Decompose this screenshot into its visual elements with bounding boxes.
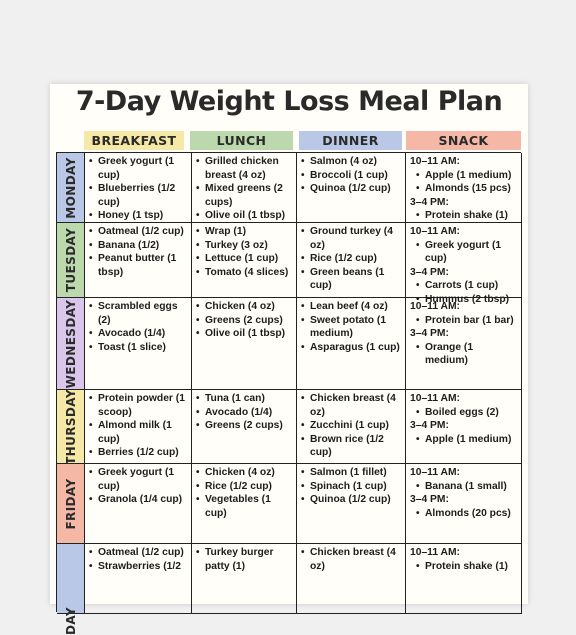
food-item: • Carrots (1 cup) xyxy=(416,279,518,293)
food-item: • Tuna (1 can) xyxy=(196,392,293,406)
breakfast-cell xyxy=(85,464,192,544)
food-item: • Brown rice (1/2 cup) xyxy=(301,433,402,460)
food-item: • Broccoli (1 cup) xyxy=(301,169,402,183)
breakfast-cell xyxy=(85,153,192,223)
snack-time-am: 10–11 AM: xyxy=(410,393,460,404)
dinner-cell xyxy=(297,390,406,464)
lunch-cell xyxy=(192,544,297,614)
snack-pm-list xyxy=(410,341,518,368)
lunch-cell xyxy=(192,390,297,464)
food-item: • Blueberries (1/2 cup) xyxy=(89,182,188,209)
header-snack: SNACK xyxy=(406,131,521,150)
food-item: • Peanut butter (1 tbsp) xyxy=(89,252,188,279)
food-item: • Protein shake (1) xyxy=(416,560,518,574)
snack-am-list xyxy=(410,169,518,196)
breakfast-cell xyxy=(85,298,192,390)
breakfast-list xyxy=(89,155,188,223)
snack-cell xyxy=(406,223,522,305)
snack-time-am: 10–11 AM: xyxy=(410,226,460,237)
food-item: • Almonds (15 pcs) xyxy=(416,182,518,196)
dinner-list xyxy=(301,225,402,293)
lunch-list xyxy=(196,300,293,341)
food-item: • Toast (1 slice) xyxy=(89,341,188,355)
header-lunch: LUNCH xyxy=(190,131,293,150)
food-item: • Rice (1/2 cup) xyxy=(301,252,402,266)
food-item: • Olive oil (1 tbsp) xyxy=(196,209,293,223)
snack-am-list xyxy=(410,406,518,420)
snack-time-pm: 3–4 PM: xyxy=(410,266,449,278)
food-item: • Banana (1 small) xyxy=(416,480,518,494)
day-label-cell xyxy=(57,298,85,390)
snack-cell xyxy=(406,464,522,544)
food-item: • Greens (2 cups) xyxy=(196,314,293,328)
snack-am-list xyxy=(410,314,518,328)
lunch-list xyxy=(196,225,293,279)
day-label-cell xyxy=(57,153,85,223)
food-item: • Greens (2 cups) xyxy=(196,419,293,433)
day-label: THURSDAY xyxy=(63,388,78,465)
food-item: • Salmon (1 fillet) xyxy=(301,466,402,480)
day-label-cell xyxy=(57,464,85,544)
day-label: WEDNESDAY xyxy=(63,299,78,388)
food-item: • Chicken (4 oz) xyxy=(196,466,293,480)
snack-time-am: 10–11 AM: xyxy=(410,547,460,558)
lunch-list xyxy=(196,546,293,573)
breakfast-list xyxy=(89,546,188,573)
dinner-cell xyxy=(297,153,406,223)
food-item: • Rice (1/2 cup) xyxy=(196,480,293,494)
day-label-cell xyxy=(57,544,85,635)
snack-time-pm: 3–4 PM: xyxy=(410,494,449,506)
dinner-cell xyxy=(297,464,406,544)
food-item: • Protein powder (1 scoop) xyxy=(89,392,188,419)
food-item: • Oatmeal (1/2 cup) xyxy=(89,546,188,560)
day-row xyxy=(57,298,521,390)
food-item: • Berries (1/2 cup) xyxy=(89,446,188,460)
food-item: • Strawberries (1/2 xyxy=(89,560,188,574)
breakfast-list xyxy=(89,225,188,279)
food-item: • Salmon (4 oz) xyxy=(301,155,402,169)
day-row xyxy=(57,390,521,464)
snack-pm-list xyxy=(410,507,518,521)
food-item: • Protein bar (1 bar) xyxy=(416,314,518,328)
food-item: • Grilled chicken breast (4 oz) xyxy=(196,155,293,182)
day-label-cell xyxy=(57,223,85,298)
food-item: • Asparagus (1 cup) xyxy=(301,341,402,355)
breakfast-cell xyxy=(85,544,192,614)
snack-am-list xyxy=(410,560,518,574)
breakfast-cell xyxy=(85,223,192,298)
day-row xyxy=(57,544,521,635)
lunch-list xyxy=(196,466,293,520)
snack-pm-list xyxy=(410,433,518,447)
food-item: • Honey (1 tsp) xyxy=(89,209,188,223)
snack-am-list xyxy=(410,480,518,494)
food-item: • Greek yogurt (1 cup) xyxy=(416,239,518,266)
food-item: • Mixed greens (2 cups) xyxy=(196,182,293,209)
food-item: • Greek yogurt (1 cup) xyxy=(89,155,188,182)
lunch-cell xyxy=(192,464,297,544)
food-item: • Granola (1/4 cup) xyxy=(89,493,188,507)
food-item: • Turkey burger patty (1) xyxy=(196,546,293,573)
breakfast-list xyxy=(89,300,188,354)
food-item: • Chicken breast (4 oz) xyxy=(301,392,402,419)
lunch-cell xyxy=(192,223,297,298)
lunch-list xyxy=(196,155,293,223)
breakfast-list xyxy=(89,466,188,507)
food-item: • Vegetables (1 cup) xyxy=(196,493,293,520)
day-label: DAY xyxy=(63,607,78,635)
food-item: • Sweet potato (1 medium) xyxy=(301,314,402,341)
food-item: • Green beans (1 cup) xyxy=(301,266,402,293)
dinner-list xyxy=(301,392,402,460)
snack-time-pm: 3–4 PM: xyxy=(410,196,449,208)
snack-cell xyxy=(406,544,522,614)
food-item: • Olive oil (1 tbsp) xyxy=(196,327,293,341)
food-item: • Ground turkey (4 oz) xyxy=(301,225,402,252)
food-item: • Lean beef (4 oz) xyxy=(301,300,402,314)
food-item: • Almond milk (1 cup) xyxy=(89,419,188,446)
dinner-cell xyxy=(297,544,406,614)
snack-time-am: 10–11 AM: xyxy=(410,467,460,478)
food-item: • Avocado (1/4) xyxy=(196,406,293,420)
food-item: • Scrambled eggs (2) xyxy=(89,300,188,327)
lunch-list xyxy=(196,392,293,433)
food-item: • Protein shake (1) xyxy=(416,209,518,223)
day-row xyxy=(57,153,521,223)
food-item: • Avocado (1/4) xyxy=(89,327,188,341)
food-item: • Spinach (1 cup) xyxy=(301,480,402,494)
food-item: • Greek yogurt (1 cup) xyxy=(89,466,188,493)
day-label: TUESDAY xyxy=(63,227,78,293)
snack-time-pm: 3–4 PM: xyxy=(410,420,449,432)
food-item: • Chicken breast (4 oz) xyxy=(301,546,402,573)
snack-time-am: 10–11 AM: xyxy=(410,301,460,312)
food-item: • Almonds (20 pcs) xyxy=(416,507,518,521)
breakfast-list xyxy=(89,392,188,460)
dinner-list xyxy=(301,466,402,507)
day-label: MONDAY xyxy=(63,156,78,219)
food-item: • Zucchini (1 cup) xyxy=(301,419,402,433)
food-item: • Apple (1 medium) xyxy=(416,169,518,183)
food-item: • Tomato (4 slices) xyxy=(196,266,293,280)
lunch-cell xyxy=(192,153,297,223)
food-item: • Quinoa (1/2 cup) xyxy=(301,182,402,196)
food-item: • Wrap (1) xyxy=(196,225,293,239)
food-item: • Banana (1/2) xyxy=(89,239,188,253)
dinner-cell xyxy=(297,223,406,298)
day-label: FRIDAY xyxy=(63,477,78,530)
breakfast-cell xyxy=(85,390,192,464)
snack-am-list xyxy=(410,239,518,266)
food-item: • Boiled eggs (2) xyxy=(416,406,518,420)
snack-pm-list xyxy=(410,209,518,223)
food-item: • Chicken (4 oz) xyxy=(196,300,293,314)
food-item: • Orange (1 medium) xyxy=(416,341,518,368)
page-title: 7-Day Weight Loss Meal Plan xyxy=(75,86,503,117)
dinner-cell xyxy=(297,298,406,390)
header-breakfast: BREAKFAST xyxy=(84,131,184,150)
meal-plan-sheet xyxy=(50,84,528,635)
food-item: • Oatmeal (1/2 cup) xyxy=(89,225,188,239)
food-item: • Turkey (3 oz) xyxy=(196,239,293,253)
snack-cell xyxy=(406,390,522,464)
food-item: • Apple (1 medium) xyxy=(416,433,518,447)
lunch-cell xyxy=(192,298,297,390)
dinner-list xyxy=(301,155,402,196)
snack-time-pm: 3–4 PM: xyxy=(410,328,449,340)
food-item: • Hummus (2 tbsp) xyxy=(416,293,518,307)
header-dinner: DINNER xyxy=(299,131,402,150)
food-item: • Quinoa (1/2 cup) xyxy=(301,493,402,507)
day-row xyxy=(57,464,521,544)
snack-cell xyxy=(406,153,522,223)
dinner-list xyxy=(301,546,402,573)
snack-time-am: 10–11 AM: xyxy=(410,156,460,167)
snack-cell xyxy=(406,298,522,390)
day-row xyxy=(57,223,521,305)
meal-plan-table xyxy=(56,152,521,635)
dinner-list xyxy=(301,300,402,354)
day-label-cell xyxy=(57,390,85,464)
food-item: • Lettuce (1 cup) xyxy=(196,252,293,266)
